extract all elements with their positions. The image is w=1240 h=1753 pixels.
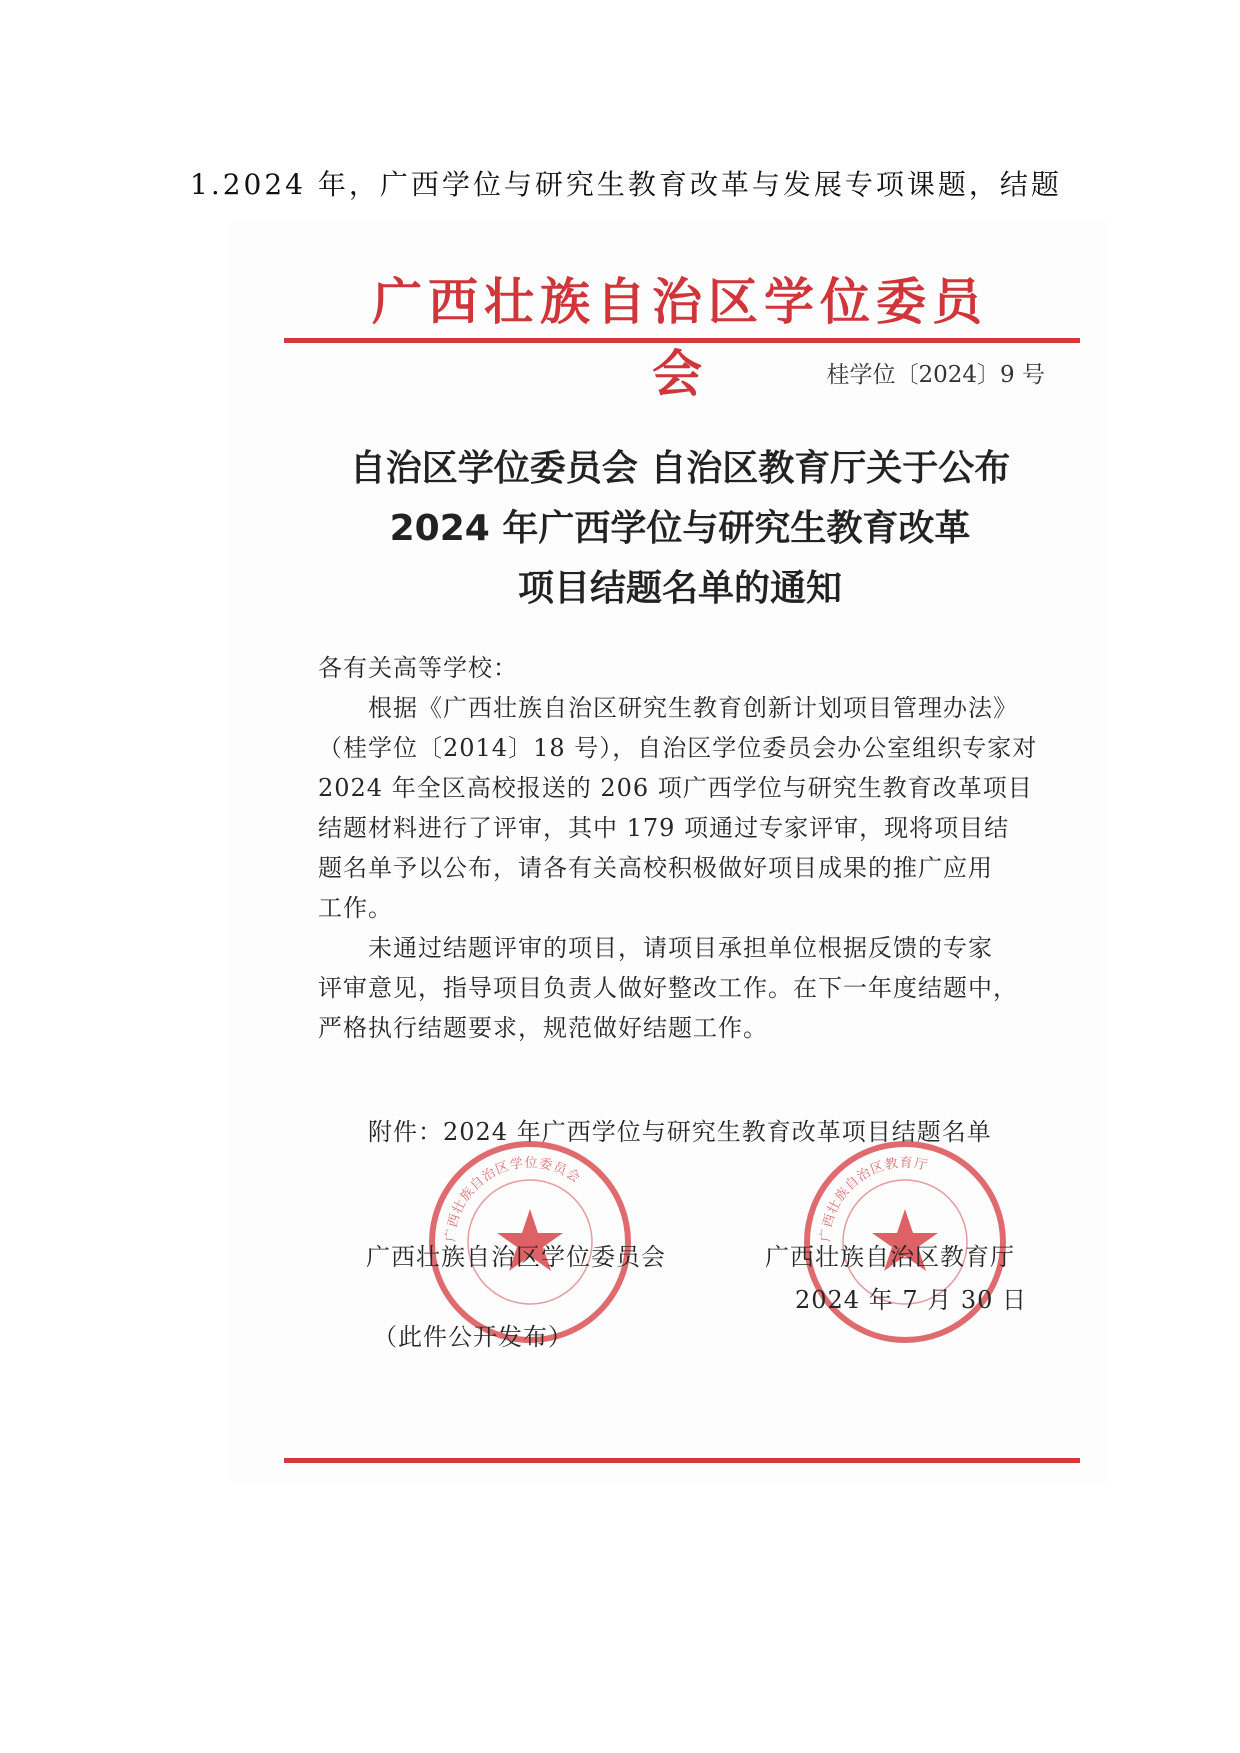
page-caption: 1.2024 年，广西学位与研究生教育改革与发展专项课题，结题: [190, 168, 1062, 201]
body-line: 工作。: [318, 894, 393, 922]
seal-text: 广西壮族自治区学位委员会: [443, 1155, 584, 1243]
body-line: 结题材料进行了评审，其中 179 项通过专家评审，现将项目结: [318, 814, 1010, 842]
body-line: （桂学位〔2014〕18 号），自治区学位委员会办公室组织专家对: [318, 734, 1038, 762]
body-line: 未通过结题评审的项目，请项目承担单位根据反馈的专家: [368, 934, 993, 962]
masthead-divider: [284, 338, 1080, 343]
body-line: 题名单予以公布，请各有关高校积极做好项目成果的推广应用: [318, 854, 993, 882]
salutation: 各有关高等学校：: [318, 654, 518, 682]
document-masthead: 广西壮族自治区学位委员会: [372, 273, 988, 403]
attachment-note: 附件：2024 年广西学位与研究生教育改革项目结题名单: [368, 1118, 992, 1146]
body-line: 评审意见，指导项目负责人做好整改工作。在下一年度结题中，: [318, 974, 1018, 1002]
notice-title-line-2: 2024 年广西学位与研究生教育改革: [389, 508, 971, 549]
document-number: 桂学位〔2024〕9 号: [826, 362, 1045, 388]
footer-divider: [284, 1458, 1080, 1463]
svg-text:广西壮族自治区教育厅: [819, 1155, 930, 1243]
issuer-degree-committee: 广西壮族自治区学位委员会: [366, 1243, 666, 1271]
issue-date: 2024 年 7 月 30 日: [795, 1286, 1028, 1314]
body-line: 2024 年全区高校报送的 206 项广西学位与研究生教育改革项目: [318, 774, 1033, 802]
seal-text: 广西壮族自治区教育厅: [818, 1155, 930, 1243]
issuer-education-department: 广西壮族自治区教育厅: [765, 1243, 1015, 1271]
notice-title-line-1: 自治区学位委员会 自治区教育厅关于公布: [349, 448, 1011, 489]
body-line: 严格执行结题要求，规范做好结题工作。: [318, 1014, 768, 1042]
public-release-note: （此件公开发布）: [373, 1323, 573, 1351]
body-line: 根据《广西壮族自治区研究生教育创新计划项目管理办法》: [368, 694, 1018, 722]
notice-title-line-3: 项目结题名单的通知: [517, 568, 842, 609]
